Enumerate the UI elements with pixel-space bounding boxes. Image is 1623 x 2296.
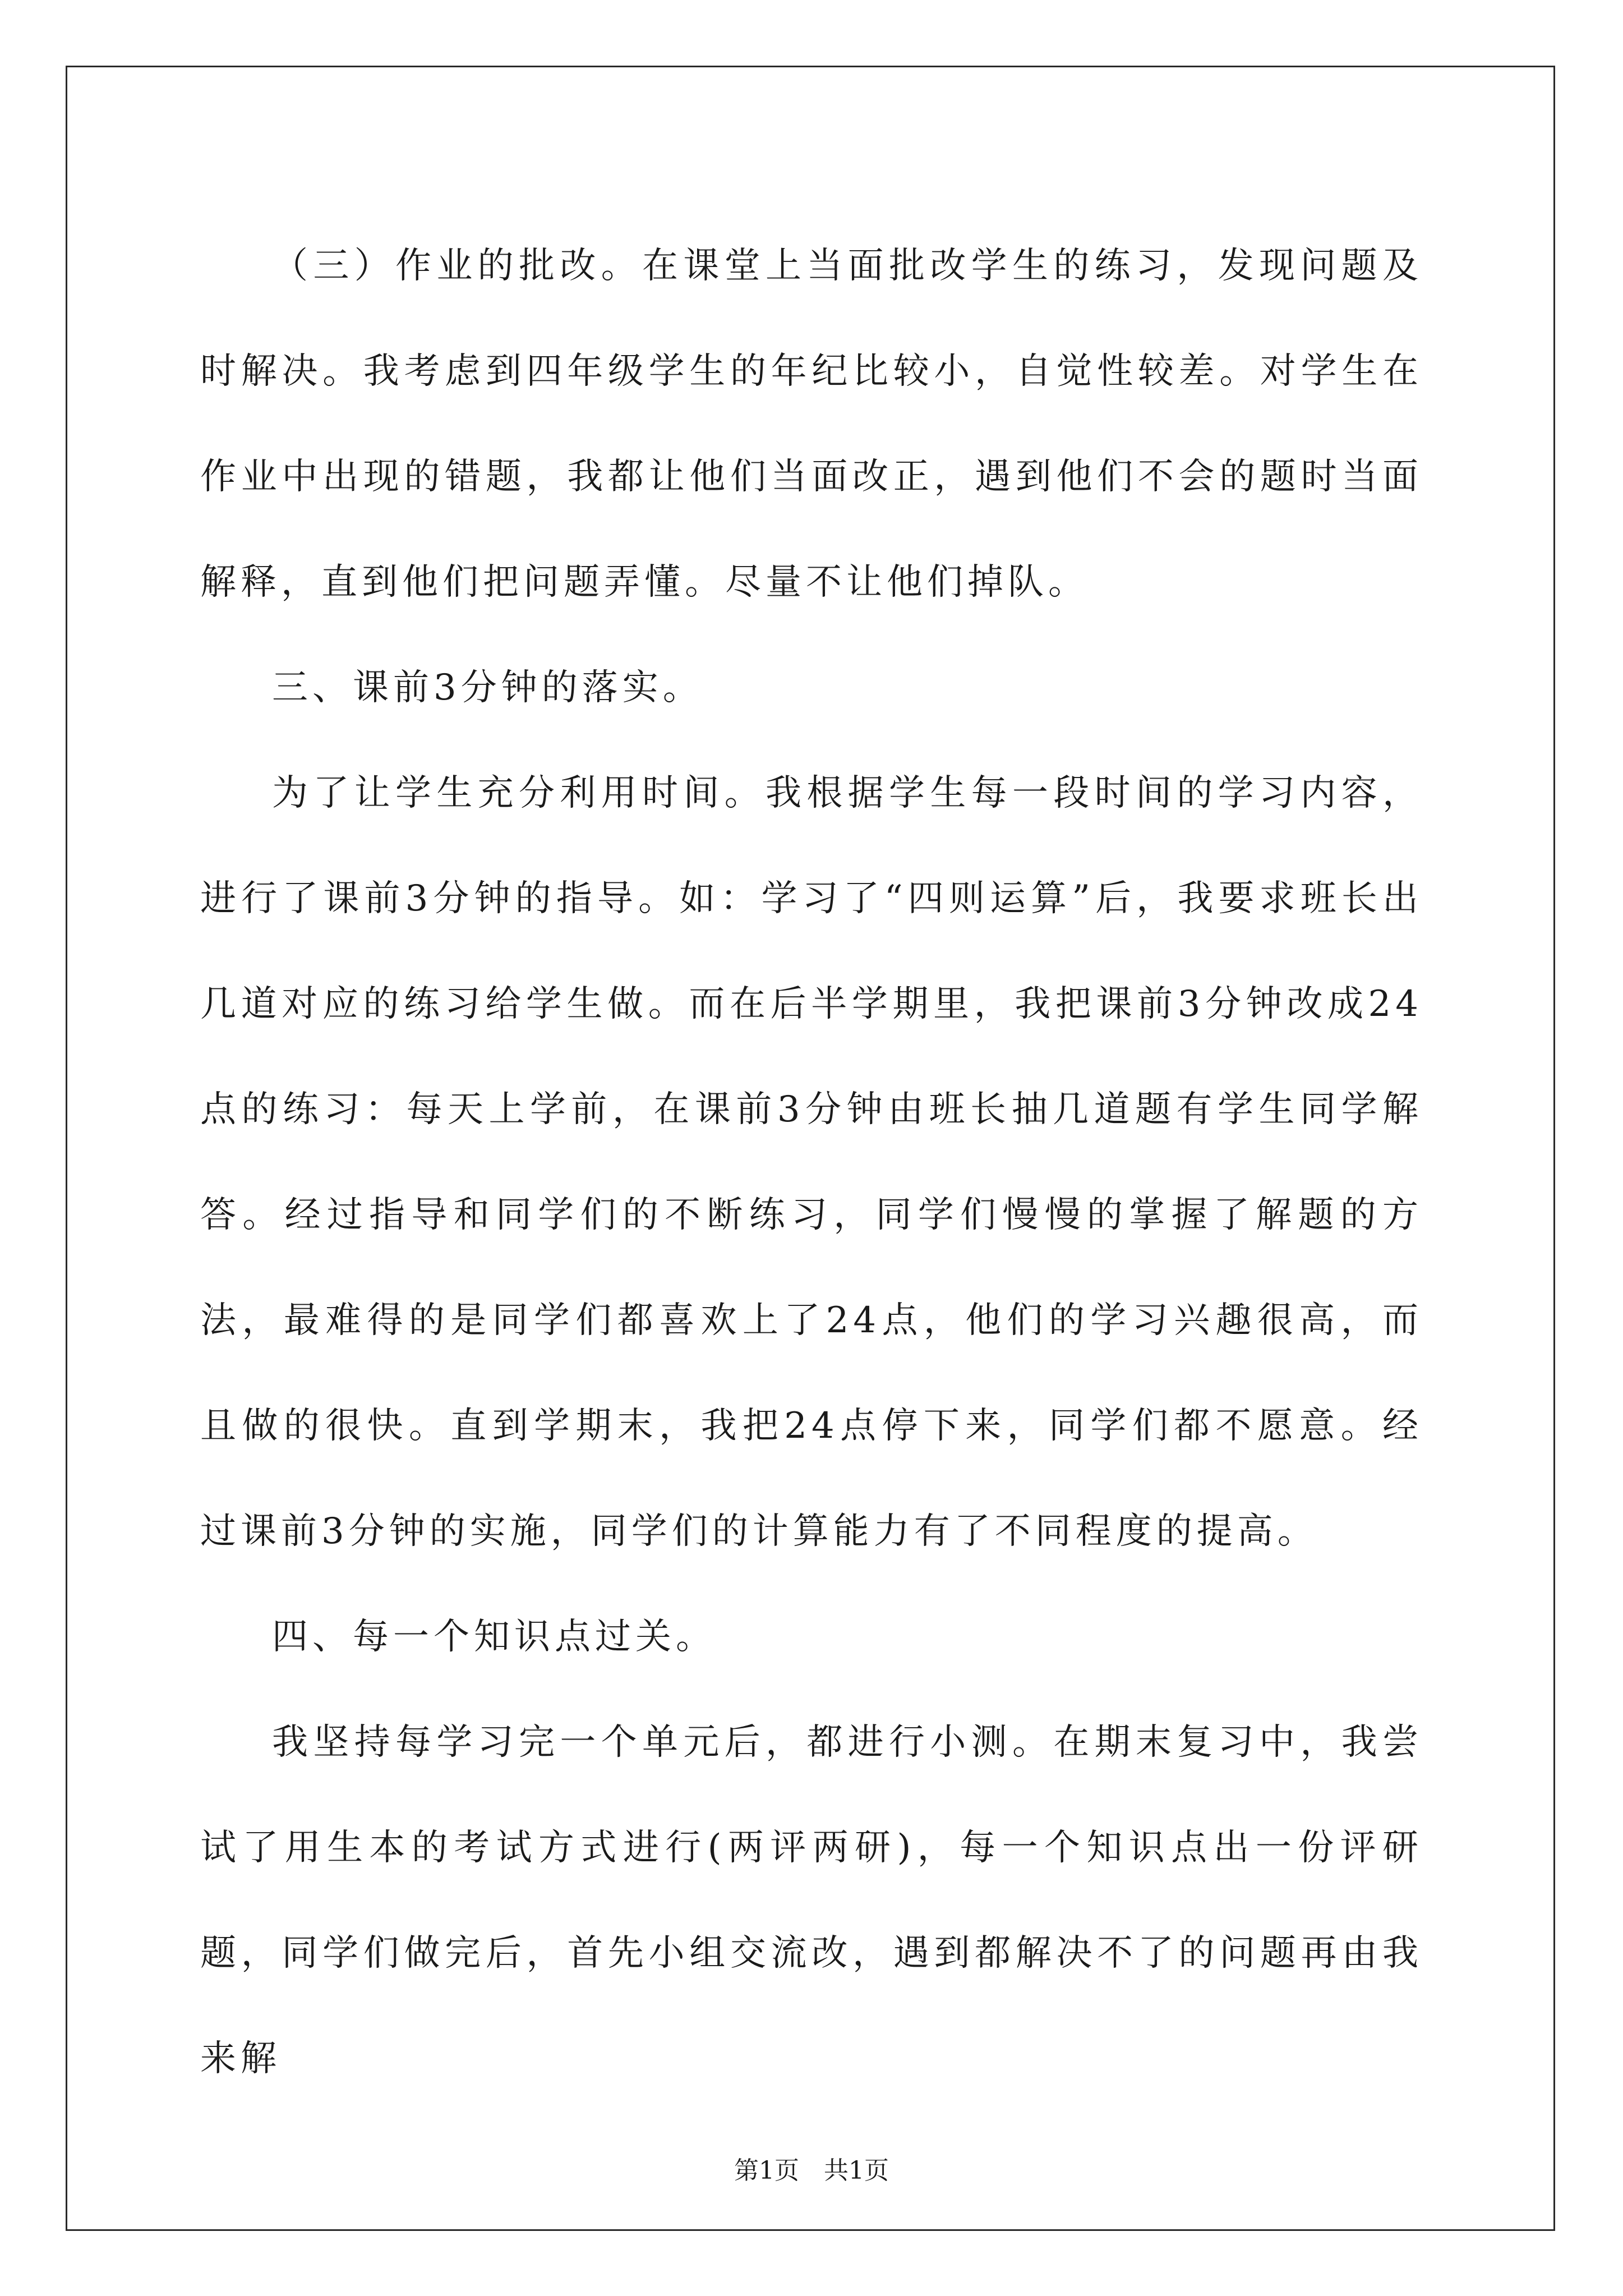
heading-three-minutes: 三、课前3分钟的落实。 (272, 667, 703, 708)
page-footer: 第1页 共1页 (734, 2156, 889, 2185)
paragraph-knowledge-points: 我坚持每学习完一个单元后，都进行小测。在期末复习中，我尝试了用生本的考试方式进行(两评两研)，每一个知识点出一份评研题，同学们做完后，首先小组交流改，遇到都解决不了的问题再由我来解 (200, 1722, 1423, 2079)
paragraph-homework-correction: （三）作业的批改。在课堂上当面批改学生的练习，发现问题及时解决。我考虑到四年级学生的年纪比较小，自觉性较差。对学生在作业中出现的错题，我都让他们当面改正，遇到他们不会的题时当面解释，直到他们把问题弄懂。尽量不让他们掉队。 (200, 245, 1423, 603)
document-body (200, 213, 1423, 2111)
heading-knowledge-points: 四、每一个知识点过关。 (272, 1616, 716, 1658)
paragraph-three-minutes: 为了让学生充分利用时间。我根据学生每一段时间的学习内容，进行了课前3分钟的指导。如：学习了“四则运算”后，我要求班长出几道对应的练习给学生做。而在后半学期里，我把课前3分钟改成24点的练习：每天上学前，在课前3分钟由班长抽几道题有学生同学解答。经过指导和同学们的不断练习，同学们慢慢的掌握了解题的方法，最难得的是同学们都喜欢上了24点，他们的学习兴趣很高，而且做的很快。直到学期末，我把24点停下来，同学们都不愿意。经过课前3分钟的实施，同学们的计算能力有了不同程度的提高。 (200, 772, 1423, 1552)
